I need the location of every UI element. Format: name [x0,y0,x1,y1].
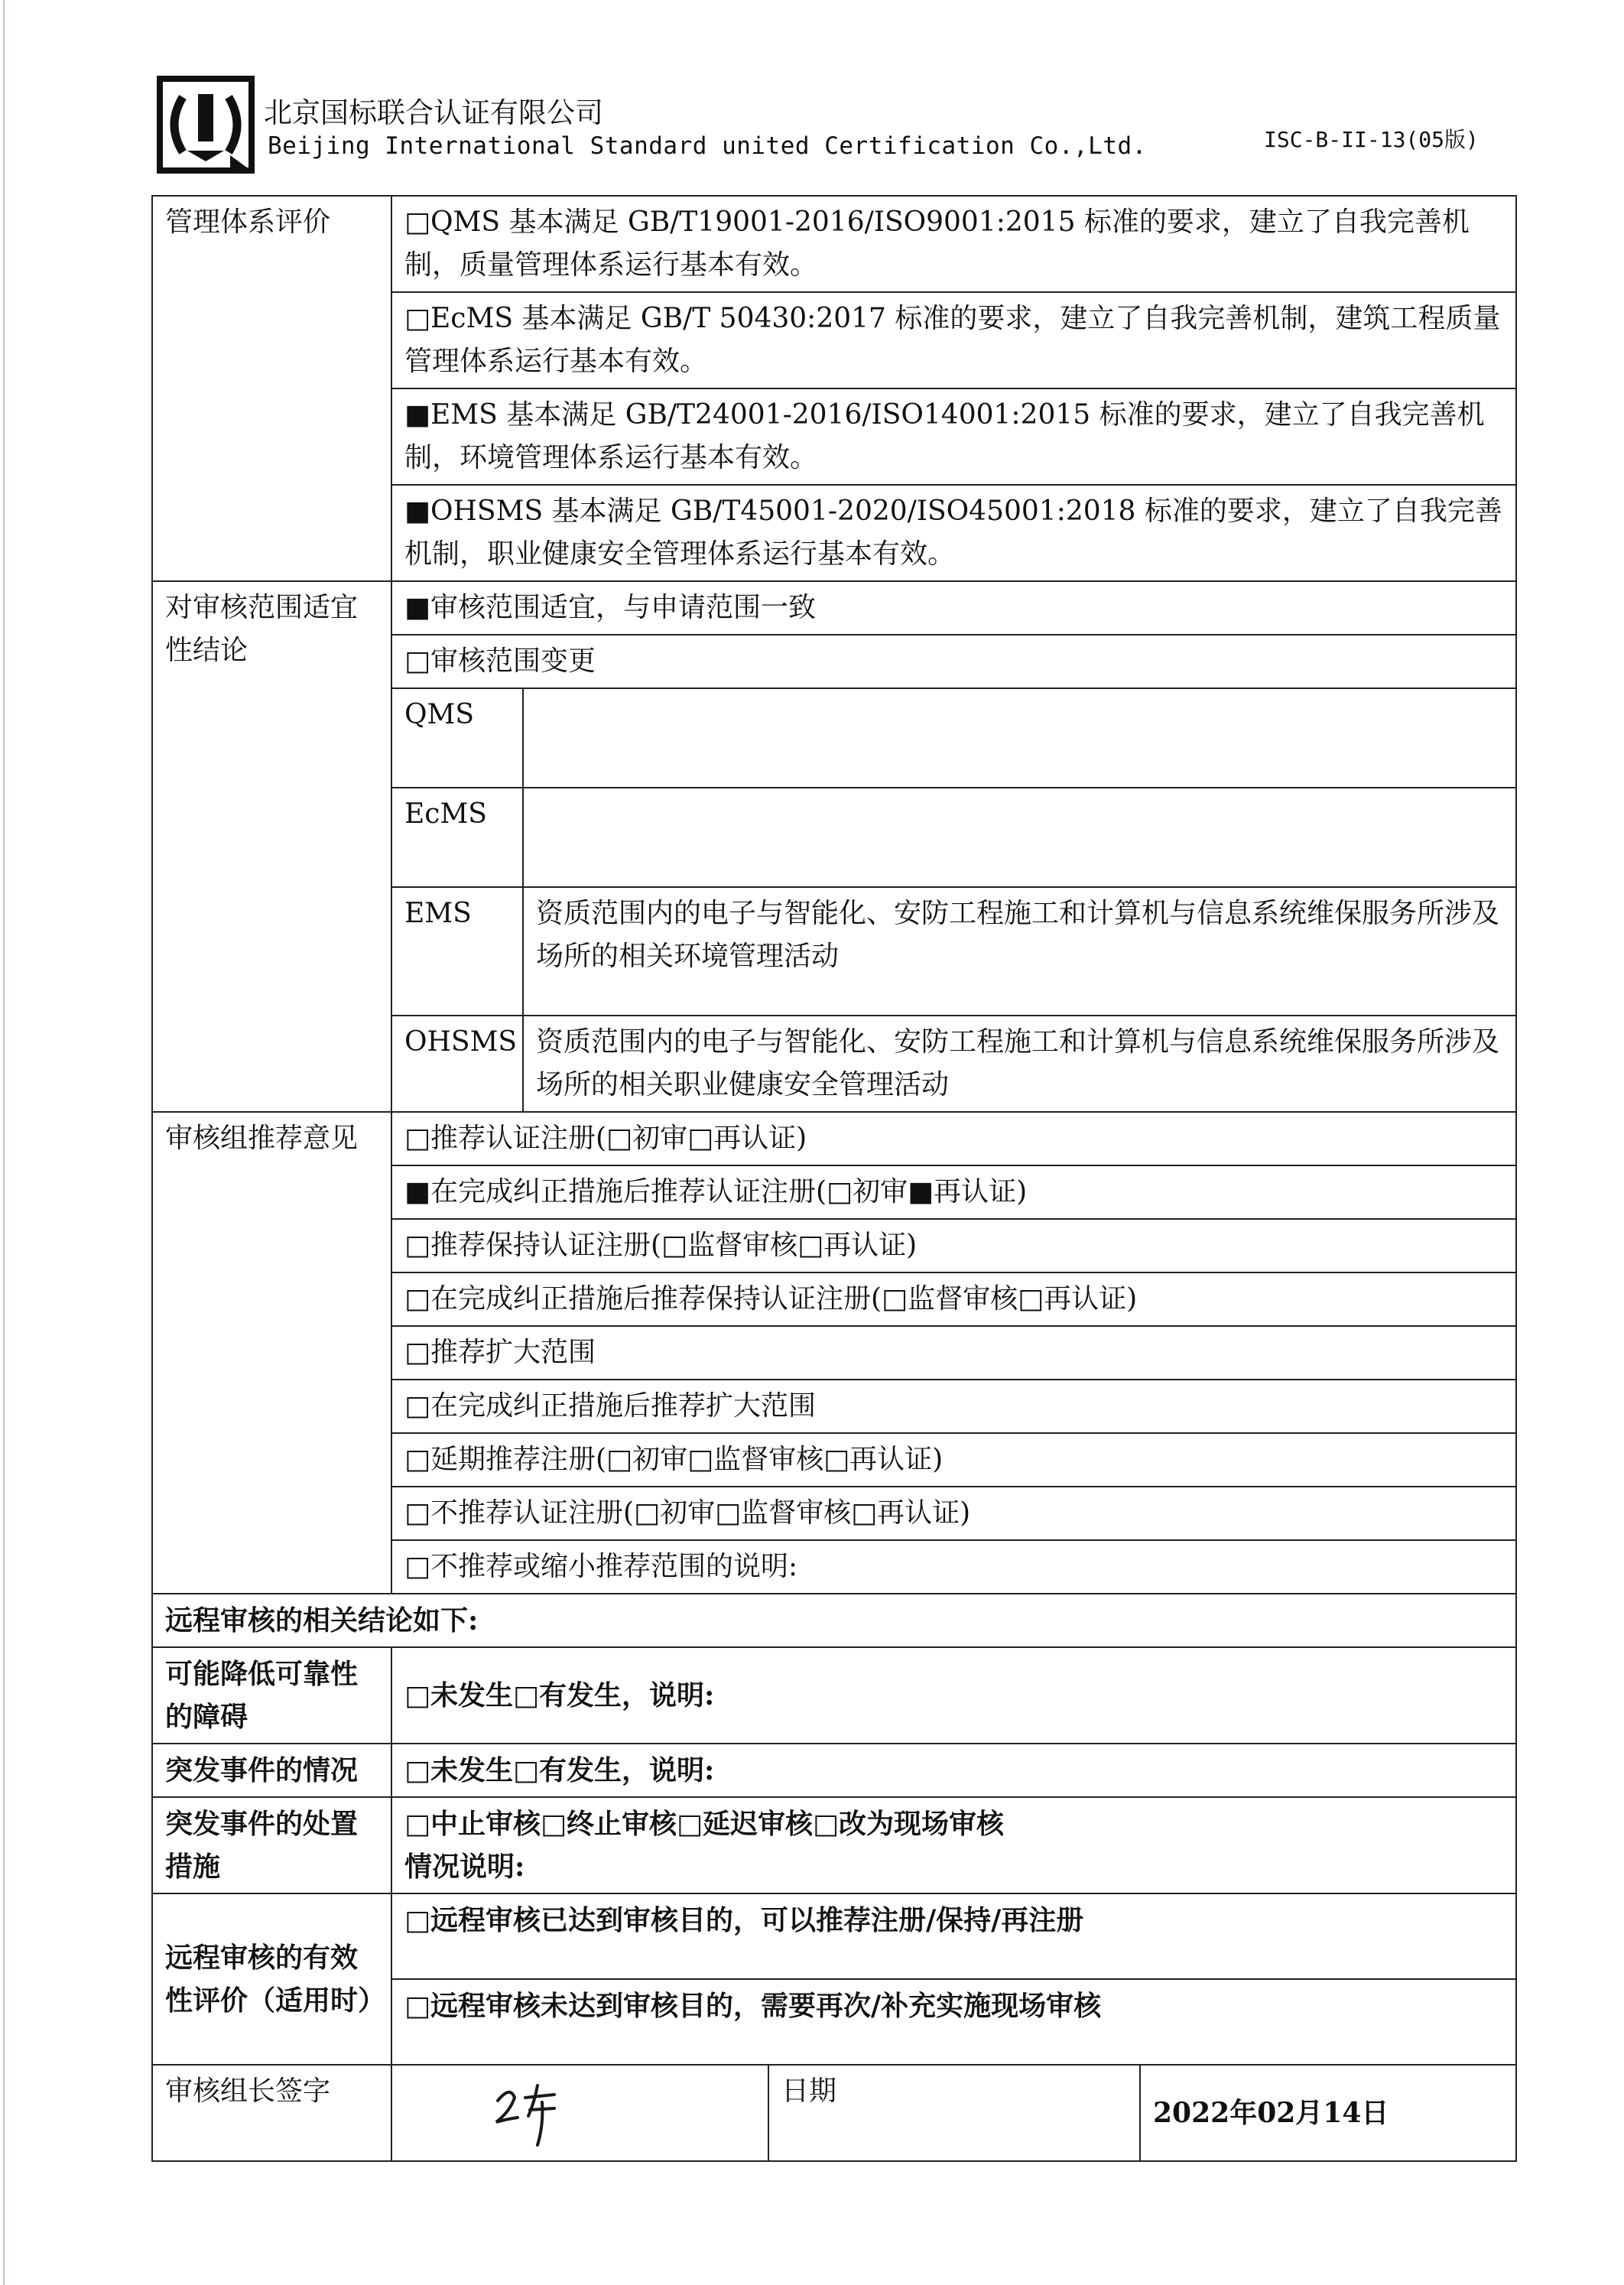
leader-signature-label: 审核组长签字 [152,2065,391,2161]
recommend-option-5: □推荐扩大范围 [391,1326,1516,1380]
leader-signature-area [392,2066,768,2160]
company-name-en: Beijing International Standard united Certification Co.,Ltd. [268,132,1147,160]
mgmt-eval-ecms: □EcMS 基本满足 GB/T 50430:2017 标准的要求，建立了自我完善机制，建筑工程质量管理体系运行基本有效。 [391,292,1516,388]
date-value: 2022年02月14日 [1153,2097,1389,2129]
company-name-cn: 北京国标联合认证有限公司 [264,96,603,129]
document-header [157,73,1502,184]
company-logo [157,76,255,174]
signoff-inner-row [392,2066,1517,2160]
remote-handling-value [391,1797,1516,1893]
scope-label: 对审核范围适宜性结论 [152,581,391,1112]
recommend-option-1: □推荐认证注册(□初审□再认证) [391,1112,1516,1165]
scope-ecms-value [523,788,1516,887]
recommend-option-3: □推荐保持认证注册(□监督审核□再认证) [391,1219,1516,1273]
recommend-option-6: □在完成纠正措施后推荐扩大范围 [391,1380,1516,1433]
remote-obstacle-label: 可能降低可靠性的障碍 [152,1647,391,1744]
recommend-option-2: ■在完成纠正措施后推荐认证注册(□初审■再认证) [391,1165,1516,1219]
scope-row-1 [152,581,1516,635]
remote-audit-heading: 远程审核的相关结论如下: [152,1594,1516,1647]
remote-effect-row-1 [152,1893,1516,1979]
mgmt-eval-row-1 [152,196,1516,292]
recommend-row-1 [152,1112,1516,1165]
remote-emergency-row [152,1744,1516,1797]
mgmt-eval-ohsms: ■OHSMS 基本满足 GB/T45001-2020/ISO45001:2018 标准的要求，建立了自我完善机制，职业健康安全管理体系运行基本有效。 [391,485,1516,581]
document-code: ISC-B-II-13(05版) [1264,127,1479,152]
mgmt-eval-qms: □QMS 基本满足 GB/T19001-2016/ISO9001:2015 标准的要求，建立了自我完善机制，质量管理体系运行基本有效。 [391,196,1516,292]
remote-emergency-value: □未发生□有发生，说明: [391,1744,1516,1797]
date-label: 日期 [768,2066,1140,2160]
remote-handling-row [152,1797,1516,1893]
recommend-option-4: □在完成纠正措施后推荐保持认证注册(□监督审核□再认证) [391,1273,1516,1326]
recommend-option-9: □不推荐或缩小推荐范围的说明: [391,1540,1516,1594]
scope-ecms-label: EcMS [391,788,523,887]
recommend-option-7: □延期推荐注册(□初审□监督审核□再认证) [391,1433,1516,1487]
scope-qms-value [523,688,1516,788]
page-edge-line [3,0,5,2285]
scope-ohsms-value: 资质范围内的电子与智能化、安防工程施工和计算机与信息系统维保服务所涉及场所的相关职业健康安全管理活动 [523,1016,1516,1112]
recommend-label: 审核组推荐意见 [152,1112,391,1594]
handwritten-signature [484,2072,576,2148]
scope-ems-value: 资质范围内的电子与智能化、安防工程施工和计算机与信息系统维保服务所涉及场所的相关环境管理活动 [523,887,1516,1016]
signoff-row [152,2065,1516,2161]
remote-handling-label: 突发事件的处置措施 [152,1797,391,1893]
mgmt-eval-label: 管理体系评价 [152,196,391,581]
scope-change-option: □审核范围变更 [391,635,1516,688]
remote-handling-options: □中止审核□终止审核□延迟审核□改为现场审核 [404,1808,1005,1840]
scope-ems-label: EMS [391,887,523,1016]
remote-header-row [152,1594,1516,1647]
remote-emergency-label: 突发事件的情况 [152,1744,391,1797]
scope-appropriate-option: ■审核范围适宜，与申请范围一致 [391,581,1516,635]
remote-effect-option-1: □远程审核已达到审核目的，可以推荐注册/保持/再注册 [391,1893,1516,1979]
signoff-inner-table [392,2066,1517,2160]
scope-ohsms-label: OHSMS [391,1016,523,1112]
scope-qms-label: QMS [391,688,523,788]
audit-conclusion-table [151,195,1517,2162]
remote-effect-label: 远程审核的有效性评价（适用时） [152,1893,391,2065]
remote-obstacle-row [152,1647,1516,1744]
remote-handling-note: 情况说明: [404,1851,525,1883]
recommend-option-8: □不推荐认证注册(□初审□监督审核□再认证) [391,1487,1516,1540]
remote-effect-option-2: □远程审核未达到审核目的，需要再次/补充实施现场审核 [391,1979,1516,2065]
remote-obstacle-value: □未发生□有发生，说明: [391,1647,1516,1744]
mgmt-eval-ems: ■EMS 基本满足 GB/T24001-2016/ISO14001:2015 标准的要求，建立了自我完善机制，环境管理体系运行基本有效。 [391,388,1516,485]
signoff-cell [391,2065,1516,2161]
